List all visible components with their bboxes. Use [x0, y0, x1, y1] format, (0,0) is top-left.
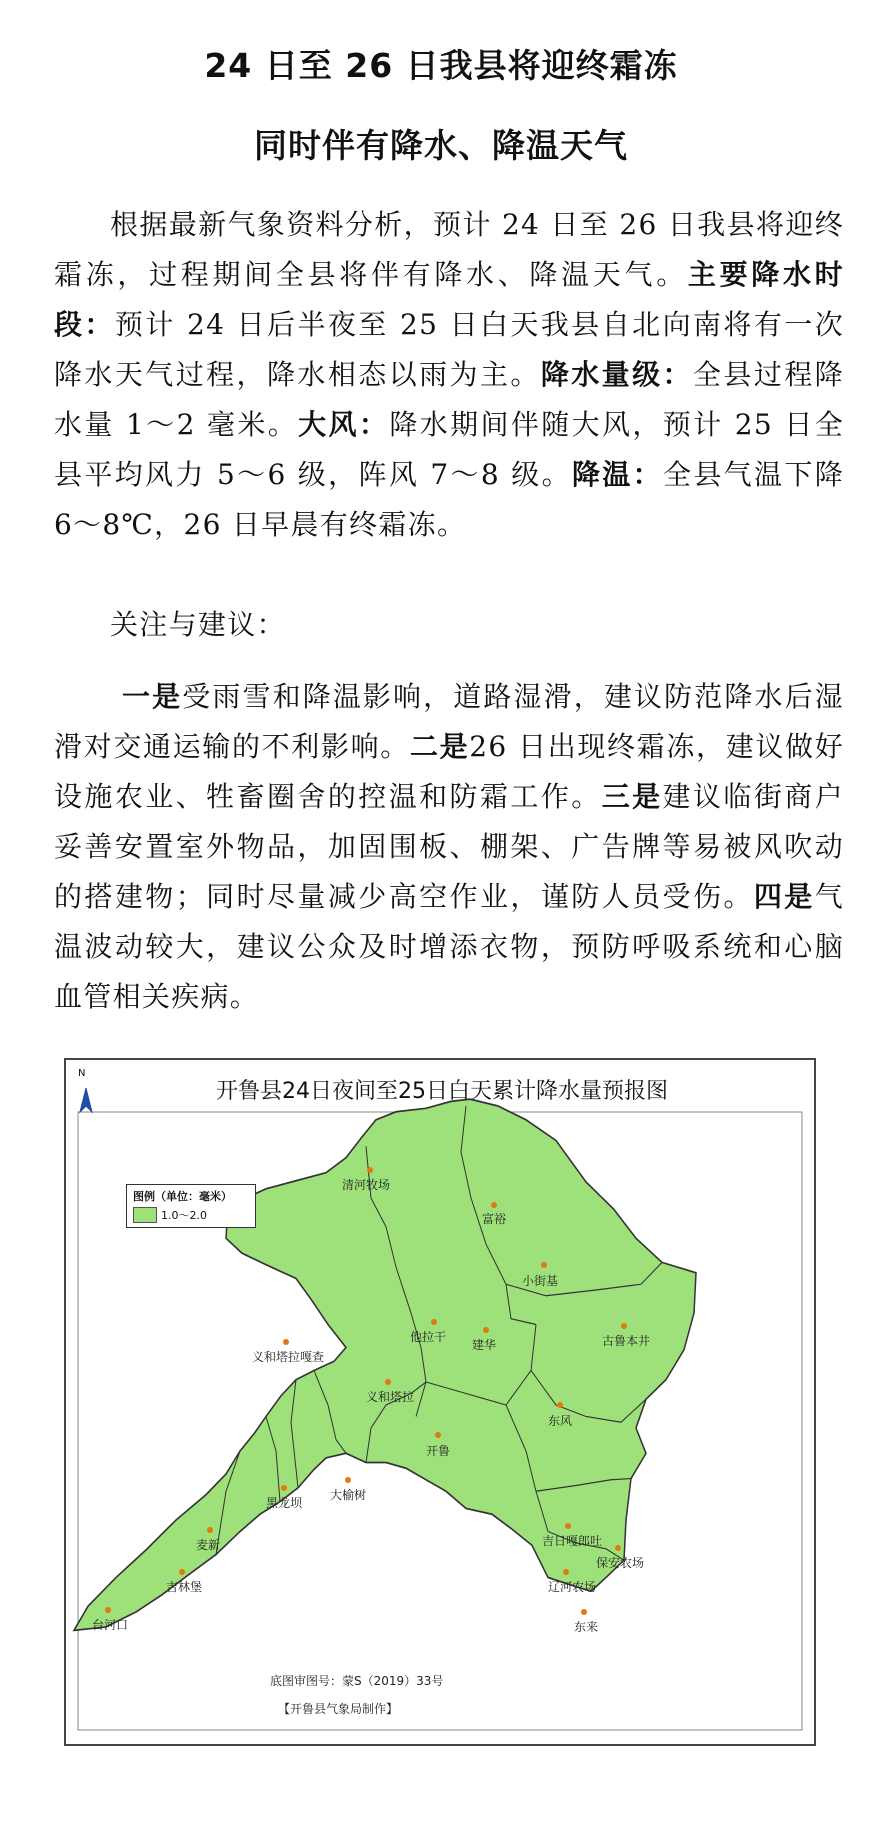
- map-drawing: [66, 1060, 814, 1744]
- place-label: 辽河农场: [548, 1580, 597, 1594]
- advice-2-text: 26 日出现终霜冻，建议做好设施农业、牲畜圈舍的控温和防霜工作。: [54, 730, 844, 813]
- place-label: 麦新: [196, 1538, 221, 1552]
- map-maker: 【开鲁县气象局制作】: [278, 1702, 399, 1716]
- legend-value: 1.0～2.0: [161, 1209, 207, 1222]
- map-title: 开鲁县24日夜间至25日白天累计降水量预报图: [216, 1079, 668, 1104]
- forecast-intro: 根据最新气象资料分析，预计 24 日至 26 日我县将迎终霜冻，过程期间全县将伴有降水、降温天气。: [54, 208, 844, 291]
- place-label: 清河牧场: [342, 1178, 391, 1192]
- north-label: N: [78, 1068, 86, 1079]
- place-label: 义和塔拉嘎查: [252, 1350, 325, 1364]
- advice-1-label: 一是: [122, 680, 183, 713]
- precip-period-text: 预计 24 日后半夜至 25 日白天我县自北向南将有一次降水天气过程，降水相态以雨为主。: [54, 308, 844, 391]
- precip-period-label: 主要降水时段：: [54, 258, 844, 341]
- advice-3-text: 建议临街商户妥善安置室外物品，加固围板、棚架、广告牌等易被风吹动的搭建物；同时尽量减少高空作业，谨防人员受伤。: [54, 780, 844, 913]
- wind-label: 大风：: [298, 408, 390, 441]
- place-label: 富裕: [482, 1212, 507, 1226]
- advice-heading: 关注与建议：: [110, 608, 286, 641]
- legend-title: 图例（单位：毫米）: [133, 1190, 232, 1203]
- place-label: 建华: [472, 1338, 497, 1352]
- place-label: 吉日嘎郎吐: [542, 1534, 603, 1548]
- advice-paragraph: [54, 672, 844, 1022]
- article-title-line2: 同时伴有降水、降温天气: [254, 126, 628, 165]
- place-label: 他拉干: [410, 1330, 447, 1344]
- legend-swatch: [133, 1207, 157, 1223]
- temp-label: 降温：: [571, 458, 663, 491]
- place-label: 小街基: [522, 1274, 559, 1288]
- map-approval-number: 底图审图号：蒙S（2019）33号: [270, 1674, 444, 1688]
- place-label: 古鲁本井: [602, 1334, 651, 1348]
- place-label: 保安农场: [596, 1556, 645, 1570]
- advice-4-text: 气温波动较大，建议公众及时增添衣物，预防呼吸系统和心脑血管相关疾病。: [54, 880, 844, 1013]
- place-label: 东风: [548, 1414, 573, 1428]
- map-legend: [126, 1184, 256, 1228]
- advice-3-label: 三是: [601, 780, 663, 813]
- precip-amount-text: 全县过程降水量 1～2 毫米。: [54, 358, 844, 441]
- place-label: 开鲁: [426, 1444, 451, 1458]
- place-label: 义和塔拉: [366, 1390, 415, 1404]
- place-label: 台河口: [92, 1618, 129, 1632]
- place-label: 大榆树: [330, 1488, 367, 1502]
- advice-1-text: 受雨雪和降温影响，道路湿滑，建议防范降水后湿滑对交通运输的不利影响。: [54, 680, 844, 763]
- article-title-line1: 24 日至 26 日我县将迎终霜冻: [204, 46, 678, 85]
- place-label: 黑龙坝: [266, 1496, 303, 1510]
- precipitation-map: [64, 1058, 816, 1746]
- advice-4-label: 四是: [753, 880, 815, 913]
- precip-amount-label: 降水量级：: [540, 358, 693, 391]
- wind-text: 降水期间伴随大风，预计 25 日全县平均风力 5～6 级，阵风 7～8 级。: [54, 408, 845, 491]
- advice-2-label: 二是: [409, 730, 470, 763]
- forecast-paragraph: [54, 200, 844, 550]
- place-label: 吉林堡: [166, 1580, 203, 1594]
- temp-text: 全县气温下降 6～8℃，26 日早晨有终霜冻。: [54, 458, 844, 541]
- place-label: 东来: [574, 1620, 599, 1634]
